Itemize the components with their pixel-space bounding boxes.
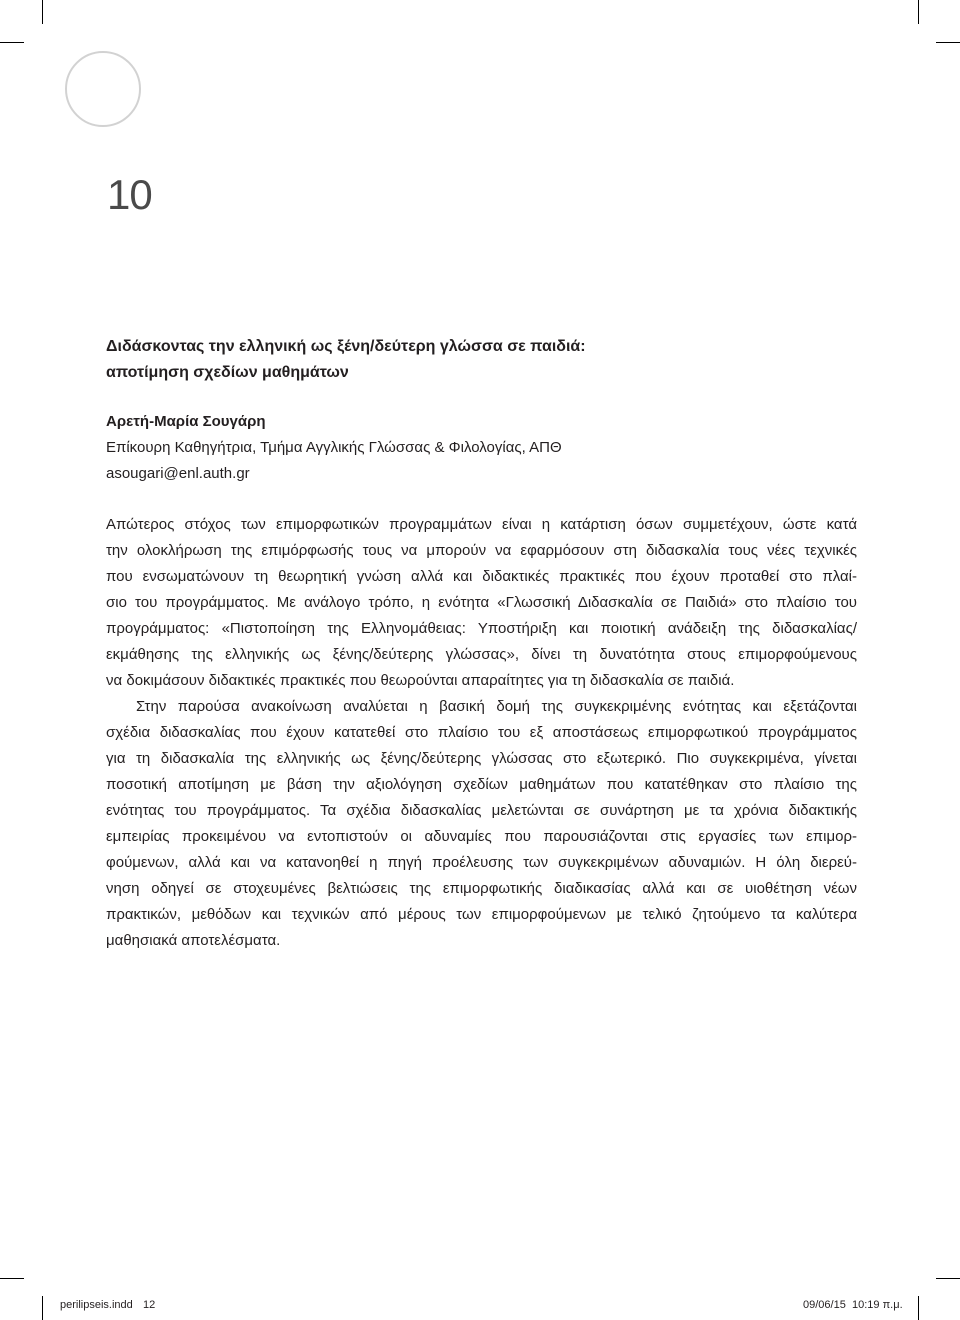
abstract-line: σιο του προγράμματος. Με ανάλογο τρόπο, η ενότητα «Γλωσσική Διδασκαλία σε Παιδιά» στο πλαίσιο του [106,594,857,611]
slug-filename: perilipseis.indd [60,1299,133,1311]
abstract-line: ενότητας του προγράμματος. Τα σχέδια διδασκαλίας μελετώνται σε συνάρτηση με τα χρόνια διδακτικής [106,802,857,819]
author-block [106,409,866,487]
crop-mark-top-left-horizontal [0,42,24,43]
title-line: αποτίμηση σχεδίων μαθημάτων [106,364,349,381]
crop-mark-bottom-left-vertical [42,1296,43,1320]
abstract-line: που ενσωματώνουν τη θεωρητική γνώση αλλά και διδακτικές πρακτικές που έχουν προταθεί στο πλαί- [106,568,857,585]
author-email: asougari@enl.auth.gr [106,465,250,482]
abstract-title [106,334,866,386]
crop-mark-bottom-right-vertical [918,1296,919,1320]
author-name: Αρετή-Μαρία Σουγάρη [106,413,266,430]
abstract-line: ποσοτική αποτίμηση με βάση την αξιολόγηση σχεδίων μαθημάτων που κατατέθηκαν στο πλαίσιο της [106,776,857,793]
slug-page: 12 [143,1299,156,1311]
slug-date: 09/06/15 [803,1299,846,1311]
abstract-line: εμπειρίας προκειμένου να εντοπιστούν οι αδυναμίες που παρουσιάζονται στις εργασίες των επιμορ- [106,828,857,845]
page-number: 10 [107,171,152,218]
slug-time: 10:19 π.μ. [852,1299,903,1311]
crop-mark-bottom-right-horizontal [936,1278,960,1279]
title-line: Διδάσκοντας την ελληνική ως ξένη/δεύτερη γλώσσα σε παιδιά: [106,338,586,355]
abstract-line: να δοκιμάσουν διδακτικές πρακτικές που θεωρούνται απαραίτητες για τη διδασκαλία σε παιδιά. [106,672,735,689]
crop-mark-top-right-horizontal [936,42,960,43]
abstract-line: μαθησιακά αποτελέσματα. [106,932,281,949]
abstract-line: Απώτερος στόχος των επιμορφωτικών προγραμμάτων είναι η κατάρτιση όσων συμμετέχουν, ώστε κατά [106,516,857,533]
abstract-line: Στην παρούσα ανακοίνωση αναλύεται η βασική δομή της συγκεκριμένης ενότητας και εξετάζονται [136,698,857,715]
abstract-line: πρακτικών, μεθόδων και τεχνικών από μέρους των επιμορφούμενων με τελικό ζητούμενο τα καλύτερα [106,906,857,923]
abstract-line: νηση οδηγεί σε στοχευμένες βελτιώσεις της επιμορφωτικής διαδικασίας αλλά και σε υιοθέτηση νέων [106,880,857,897]
author-affiliation: Επίκουρη Καθηγήτρια, Τμήμα Αγγλικής Γλώσσας & Φιλολογίας, ΑΠΘ [106,439,562,456]
abstract-line: σχέδια διδασκαλίας που έχουν κατατεθεί στο πλαίσιο του εξ αποστάσεως επιμορφωτικού προγράμματος [106,724,857,741]
decorative-circle [65,51,141,127]
abstract-line: προγράμματος: «Πιστοποίηση της Ελληνομάθειας: Υποστήριξη και ποιοτική ανάδειξη της διδασκαλίας/ [106,620,857,637]
abstract-paragraph [106,694,857,954]
abstract-line: για τη διδασκαλία της ελληνικής ως ξένης/δεύτερης γλώσσας στο εξωτερικό. Πιο συγκεκριμένα, γίνεται [106,750,857,767]
abstract-line: εκμάθησης της ελληνικής ως ξένης/δεύτερης γλώσσας», δίνει τη δυνατότητα στους επιμορφούμενους [106,646,857,663]
abstract-body [106,512,857,954]
crop-mark-top-left-vertical [42,0,43,24]
crop-mark-top-right-vertical [918,0,919,24]
crop-mark-bottom-left-horizontal [0,1278,24,1279]
abstract-line: την ολοκλήρωση της επιμόρφωσής τους να μπορούν να εφαρμόσουν στη διδασκαλία τους νέες τεχνικές [106,542,857,559]
abstract-line: φούμενων, αλλά και να κατανοηθεί η πηγή προέλευσης των συγκεκριμένων αδυναμιών. Η όλη διερεύ- [106,854,857,871]
abstract-paragraph [106,512,857,694]
